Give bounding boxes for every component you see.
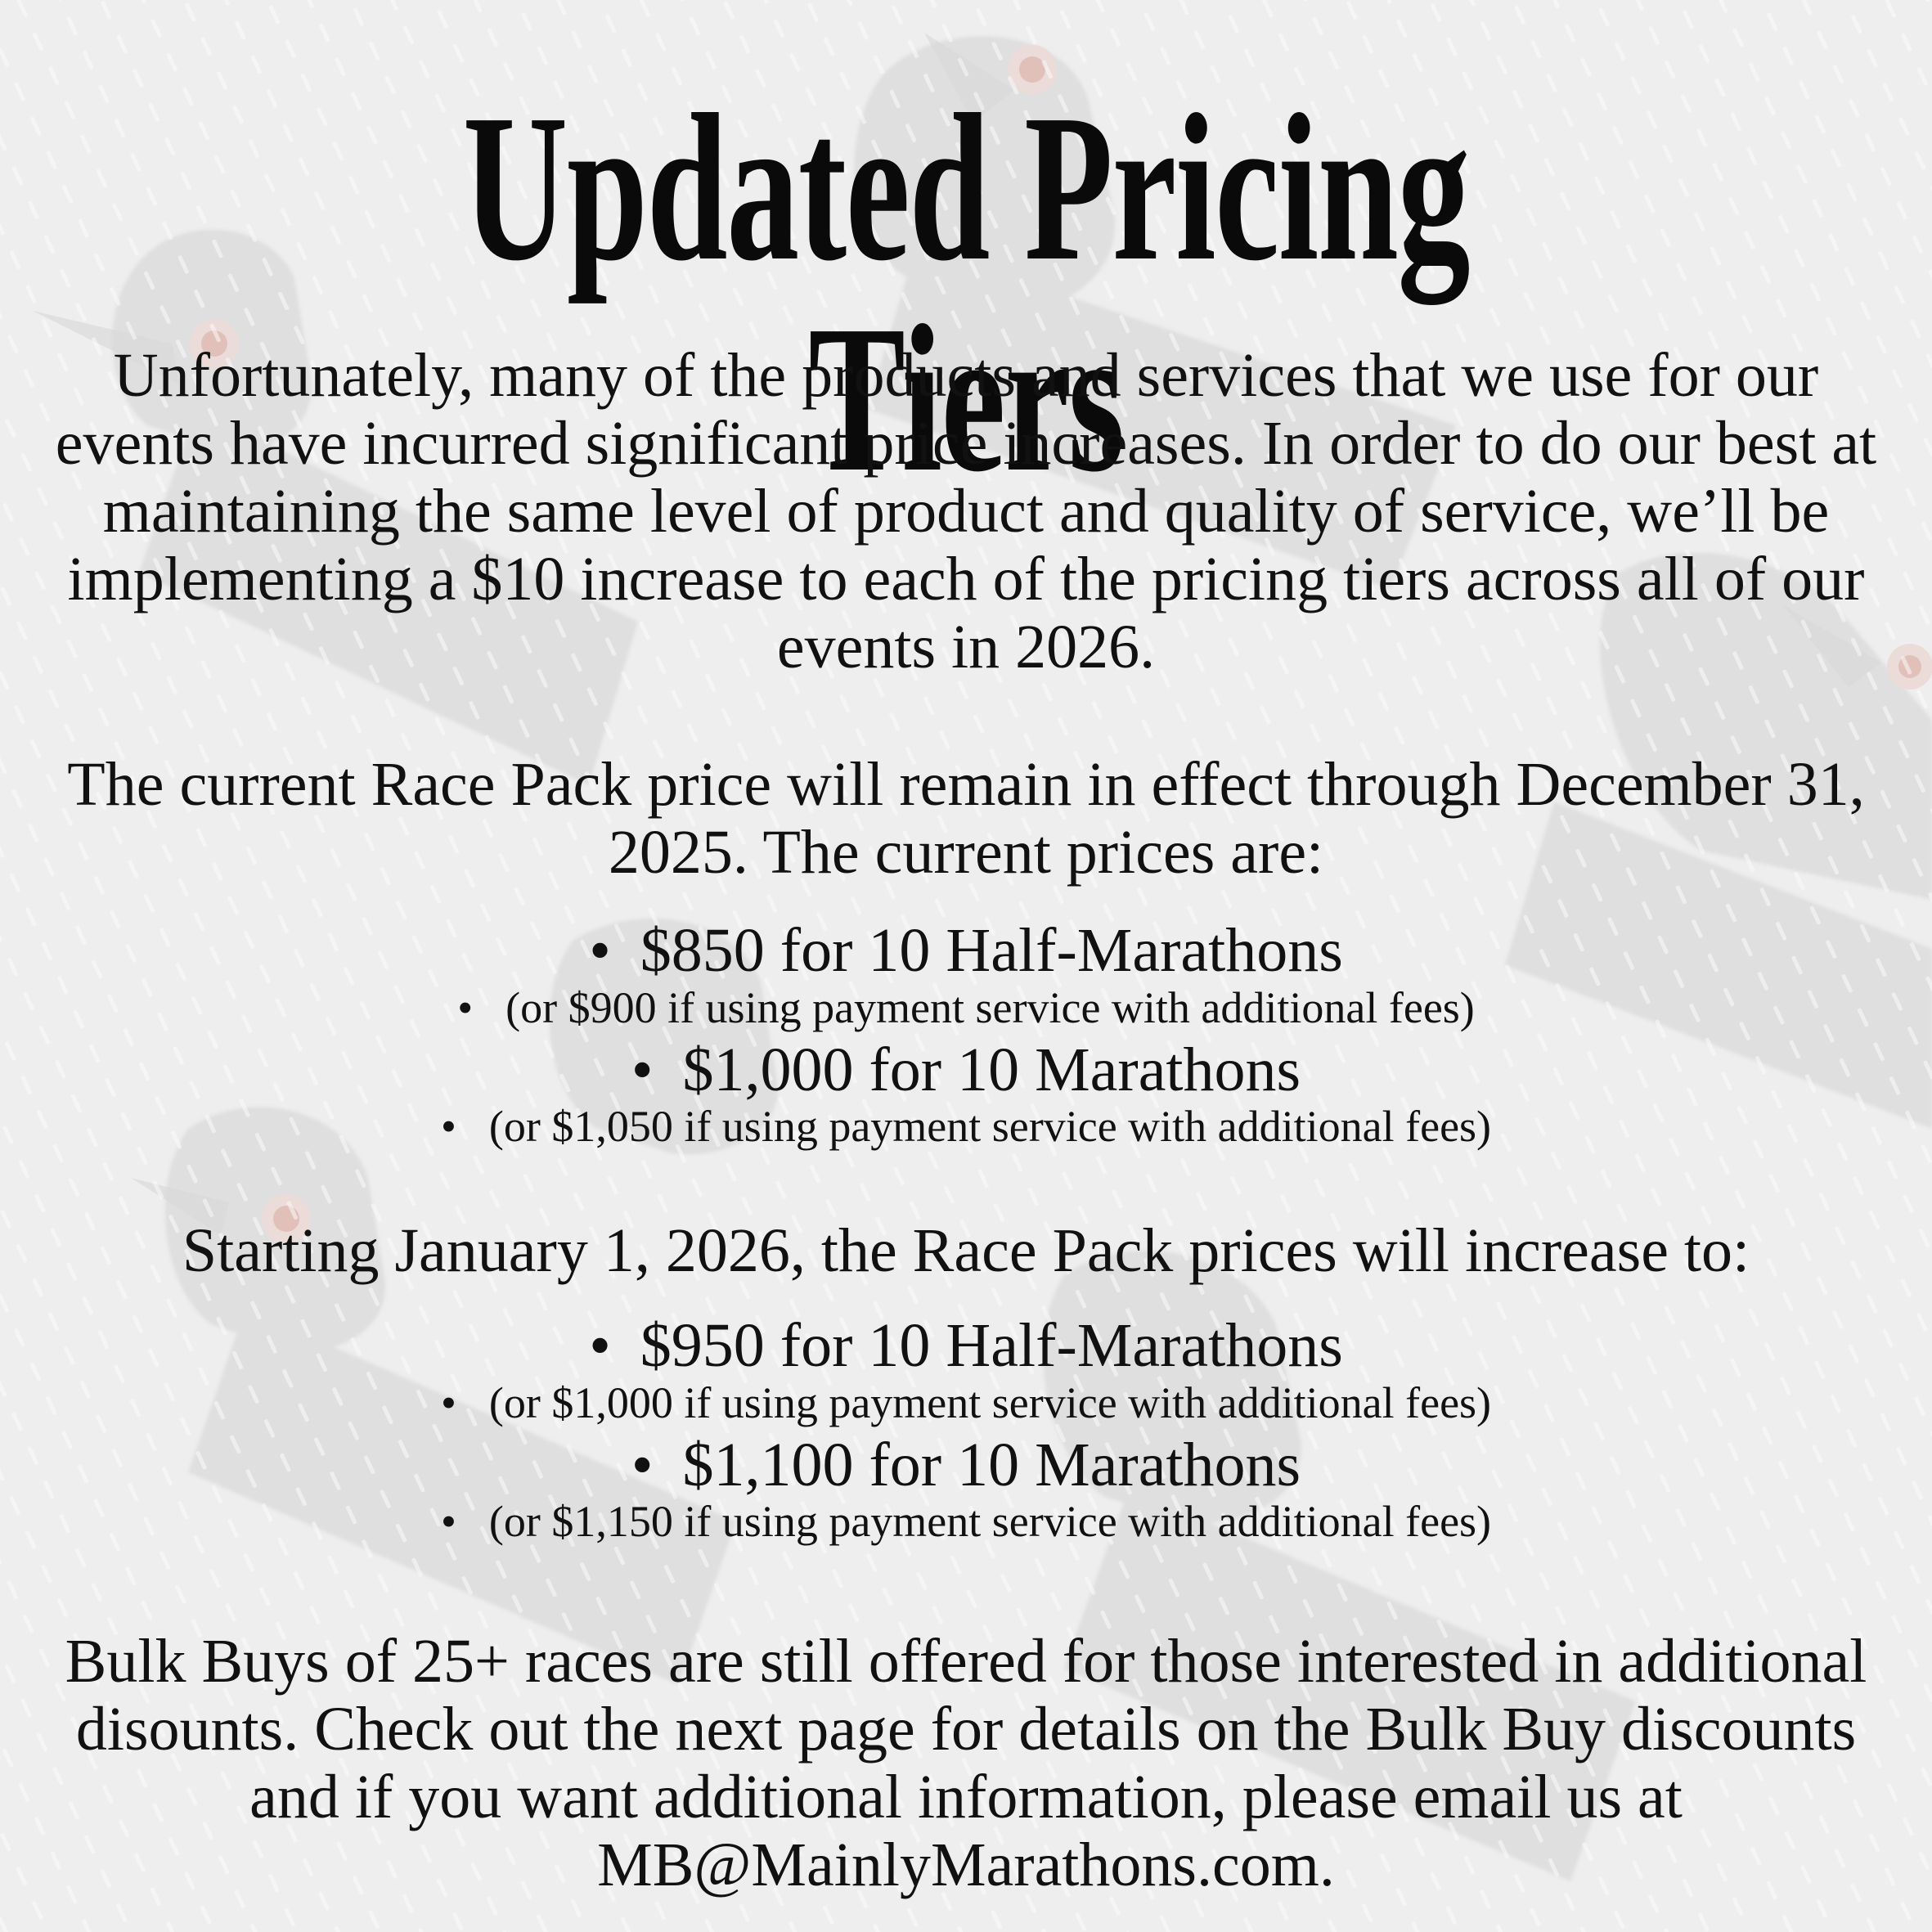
list-item — [0, 1432, 1932, 1498]
list-item — [0, 1498, 1932, 1545]
bullet: • — [631, 1036, 654, 1104]
new-price-half-marathon-fee-note: (or $1,000 if using payment service with additional fees) — [488, 1378, 1492, 1427]
list-item — [0, 1037, 1932, 1103]
new-price-marathon-fee-note: (or $1,150 if using payment service with additional fees) — [488, 1497, 1492, 1546]
bulk-buy-paragraph: Bulk Buys of 25+ races are still offered for those interested in additional disounts. Check out the next page for details on the Bulk Buy discounts and if you want additional information, please email us at MB@MainlyMarathons.com. — [65, 1627, 1867, 1899]
bullet: • — [589, 1311, 611, 1380]
current-prices-intro: The current Race Pack price will remain in effect through December 31, 2025. The current prices are: — [67, 750, 1865, 887]
bullet: • — [440, 1497, 456, 1546]
intro-paragraph: Unfortunately, many of the products and services that we use for our events have incurred significant price increases. In order to do our best at maintaining the same level of product and quality of service, we’ll be implementing a $10 increase to each of the pricing tiers across all of our events in 2026. — [55, 341, 1877, 681]
new-price-half-marathon: $950 for 10 Half-Marathons — [640, 1311, 1343, 1380]
list-item — [0, 1313, 1932, 1378]
bullet: • — [589, 916, 611, 985]
current-price-marathon: $1,000 for 10 Marathons — [682, 1036, 1301, 1104]
list-item — [0, 1103, 1932, 1150]
page-title: Updated Pricing Tiers — [462, 70, 1470, 515]
bullet: • — [457, 983, 474, 1032]
list-item — [0, 1379, 1932, 1427]
new-prices-intro: Starting January 1, 2026, the Race Pack prices will increase to: — [182, 1216, 1750, 1285]
new-price-marathon: $1,100 for 10 Marathons — [682, 1431, 1301, 1499]
bullet: • — [440, 1102, 456, 1151]
list-item — [0, 918, 1932, 983]
bullet: • — [631, 1431, 654, 1499]
current-price-half-marathon: $850 for 10 Half-Marathons — [640, 916, 1343, 985]
current-price-half-marathon-fee-note: (or $900 if using payment service with additional fees) — [505, 983, 1475, 1032]
list-item — [0, 984, 1932, 1031]
current-price-marathon-fee-note: (or $1,050 if using payment service with additional fees) — [488, 1102, 1492, 1151]
bullet: • — [440, 1378, 456, 1427]
